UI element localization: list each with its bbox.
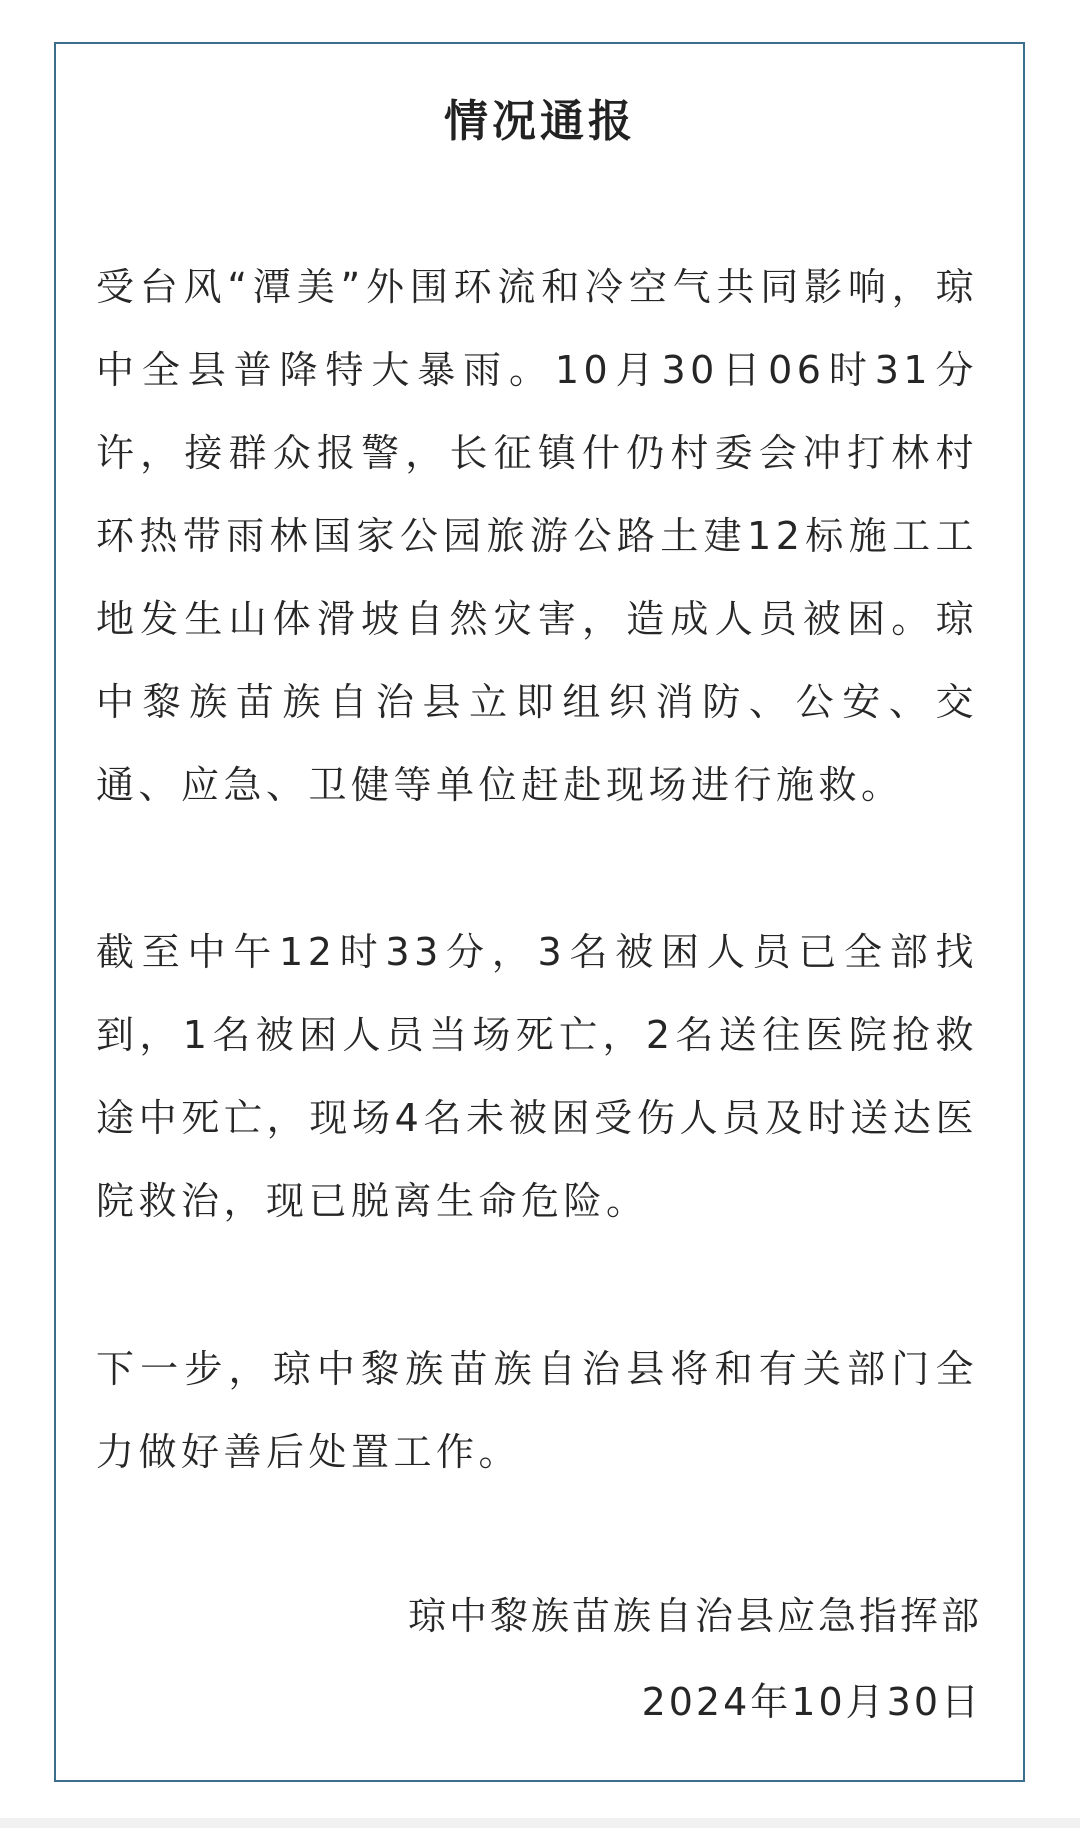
paragraph-next-steps: 下一步，琼中黎族苗族自治县将和有关部门全力做好善后处置工作。 bbox=[96, 1347, 978, 1474]
signature-organization: 琼中黎族苗族自治县应急指挥部 bbox=[407, 1594, 982, 1638]
paragraph-incident: 受台风“潭美”外围环流和冷空气共同影响，琼中全县普降特大暴雨。10月30日06时31分许，接群众报警，长征镇什仍村委会冲打林村环热带雨林国家公园旅游公路土建12标施工工地发生山体滑坡自然灾害，造成人员被困。琼中黎族苗族自治县立即组织消防、公安、交通、应急、卫健等单位赶赴现场进行施救。 bbox=[96, 265, 978, 807]
signature-date: 2024年10月30日 bbox=[641, 1680, 982, 1724]
document-title: 情况通报 bbox=[444, 96, 636, 147]
paragraph-casualties: 截至中午12时33分，3名被困人员已全部找到，1名被困人员当场死亡，2名送往医院抢救途中死亡，现场4名未被困受伤人员及时送达医院救治，现已脱离生命危险。 bbox=[96, 930, 978, 1223]
bottom-divider bbox=[0, 1818, 1080, 1828]
